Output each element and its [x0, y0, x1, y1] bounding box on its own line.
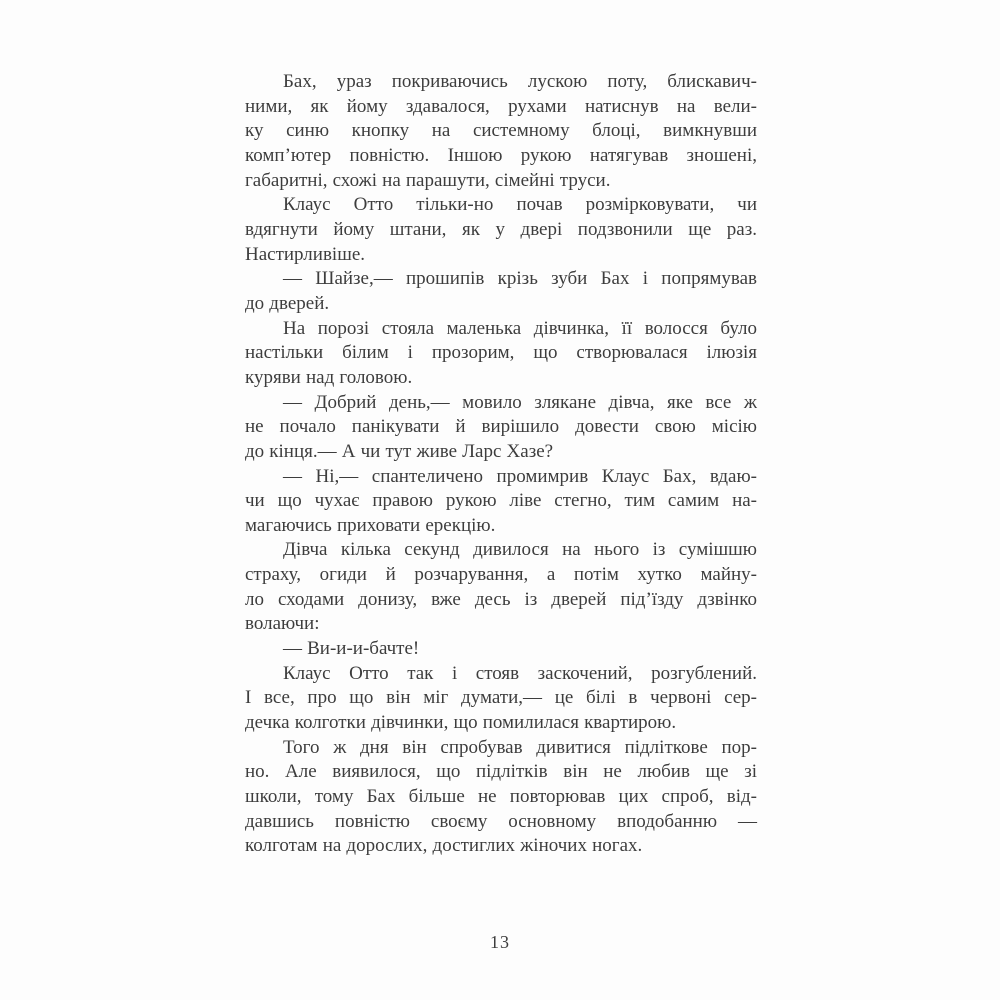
text-line: до дверей.	[245, 292, 330, 314]
text-line: ло сходами донизу, вже десь із дверей під’їзду дзвінко	[245, 588, 757, 610]
text-line: школи, тому Бах більше не повторював цих спроб, від-	[245, 786, 757, 808]
text-line: — Ні,— спантеличено промимрив Клаус Бах, вдаю-	[283, 465, 757, 487]
text-line: — Шайзе,— прошипів крізь зуби Бах і попрямував	[283, 268, 757, 290]
text-line: Клаус Отто так і стояв заскочений, розгублений.	[283, 662, 757, 684]
text-line: ку синю кнопку на системному блоці, вимкнувши	[245, 120, 757, 142]
text-line: ними, як йому здавалося, рухами натиснув на вели-	[245, 95, 757, 117]
text-line: вдягнути йому штани, як у двері подзвонили ще раз.	[245, 218, 757, 240]
text-line: Бах, ураз покриваючись лускою поту, блискавич-	[283, 71, 757, 92]
text-line: настільки білим і прозорим, що створювалася ілюзія	[245, 342, 757, 364]
page-number: 13	[490, 932, 510, 952]
text-line: не почало панікувати й вирішило довести свою місію	[245, 416, 757, 438]
text-line: І все, про що він міг думати,— це білі в червоні сер-	[245, 687, 757, 709]
text-line: Клаус Отто тільки-но почав розмірковувати, чи	[283, 194, 757, 216]
text-line: — Добрий день,— мовило злякане дівча, яке все ж	[283, 391, 757, 413]
text-line: до кінця.— А чи тут живе Ларс Хазе?	[245, 440, 554, 462]
text-line: давшись повністю своєму основному вподобанню —	[245, 810, 757, 832]
text-line: Настирливіше.	[245, 243, 366, 265]
text-line: дечка колготки дівчинки, що помилилася квартирою.	[245, 712, 677, 734]
text-block	[245, 70, 757, 859]
text-line: магаючись приховати ерекцію.	[245, 514, 496, 536]
text-line: — Ви-и-и-бачте!	[283, 638, 420, 660]
text-line: страху, огиди й розчарування, а потім хутко майну-	[245, 564, 757, 586]
text-line: Того ж дня він спробував дивитися підліткове пор-	[283, 736, 757, 758]
text-line: Дівча кілька секунд дивилося на нього із сумішшю	[283, 539, 757, 561]
text-line: но. Але виявилося, що підлітків він не любив ще зі	[245, 761, 757, 783]
text-line: колготам на дорослих, достиглих жіночих ногах.	[245, 835, 643, 857]
text-line: На порозі стояла маленька дівчинка, її волосся було	[283, 317, 757, 339]
text-line: комп’ютер повністю. Іншою рукою натягував зношені,	[245, 144, 757, 166]
text-line: чи що чухає правою рукою ліве стегно, тим самим на-	[245, 490, 757, 512]
text-line: волаючи:	[245, 613, 320, 635]
text-line: куряви над головою.	[245, 366, 413, 388]
text-line: габаритні, схожі на парашути, сімейні труси.	[245, 169, 611, 191]
